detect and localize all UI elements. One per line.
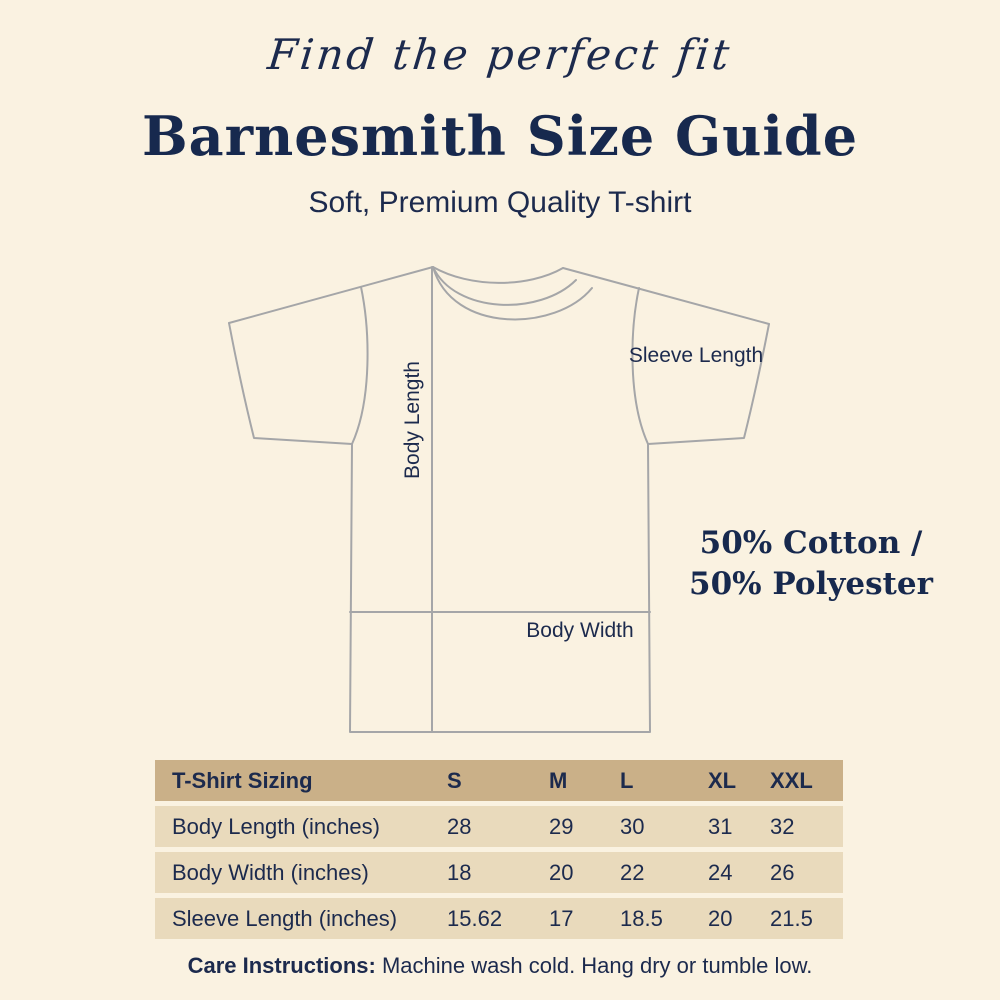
- cell-value: 20: [708, 905, 733, 931]
- tshirt-body-outline: [350, 444, 650, 732]
- care-instructions-text: Machine wash cold. Hang dry or tumble low.: [375, 953, 813, 978]
- row-label: Body Length (inches): [172, 813, 380, 839]
- care-instructions-label: Care Instructions:: [187, 953, 376, 978]
- row-label: Sleeve Length (inches): [172, 905, 398, 931]
- care-instructions: [0, 953, 1000, 979]
- cell-value: 20: [549, 859, 574, 885]
- cell-value: 26: [770, 859, 795, 885]
- cell-value: 18.5: [620, 905, 663, 931]
- material-line1: 50% Cotton /: [699, 525, 923, 561]
- right-shoulder-seam: [563, 268, 769, 324]
- material-line2: 50% Polyester: [689, 566, 933, 602]
- left-sleeve-outline: [229, 323, 352, 444]
- column-header: L: [620, 767, 634, 793]
- collar-back-curve: [433, 267, 563, 283]
- cell-value: 30: [620, 813, 645, 839]
- left-shoulder-seam: [229, 267, 433, 323]
- cell-value: 22: [620, 859, 645, 885]
- column-header: S: [447, 767, 462, 793]
- size-table-header-row: [155, 760, 843, 801]
- right-sleeve-outline: [648, 324, 769, 444]
- cell-value: 21.5: [770, 905, 813, 931]
- row-label: Body Width (inches): [172, 859, 369, 885]
- cell-value: 18: [447, 859, 472, 885]
- table-row-body-length: [155, 806, 843, 847]
- left-armhole-seam: [352, 287, 368, 444]
- cell-value: 31: [708, 813, 733, 839]
- sleeve-length-label: Sleeve Length: [628, 344, 764, 367]
- cell-value: 15.62: [447, 905, 503, 931]
- cell-value: 32: [770, 813, 795, 839]
- column-header: M: [549, 767, 568, 793]
- table-row-body-width: [155, 852, 843, 893]
- subtitle: Soft, Premium Quality T-shirt: [308, 186, 692, 219]
- size-table: [155, 760, 843, 944]
- cell-value: 24: [708, 859, 733, 885]
- table-row-sleeve-length: [155, 898, 843, 939]
- cell-value: 17: [549, 905, 574, 931]
- page-title: Barnesmith Size Guide: [141, 104, 859, 168]
- body-width-label: Body Width: [526, 619, 634, 642]
- material-note: [688, 523, 934, 605]
- column-header: XL: [708, 767, 737, 793]
- column-header: T-Shirt Sizing: [172, 767, 313, 793]
- cell-value: 28: [447, 813, 472, 839]
- cell-value: 29: [549, 813, 574, 839]
- column-header: XXL: [770, 767, 813, 793]
- tagline: Find the perfect fit: [265, 30, 735, 79]
- body-length-label: Body Length: [401, 361, 424, 479]
